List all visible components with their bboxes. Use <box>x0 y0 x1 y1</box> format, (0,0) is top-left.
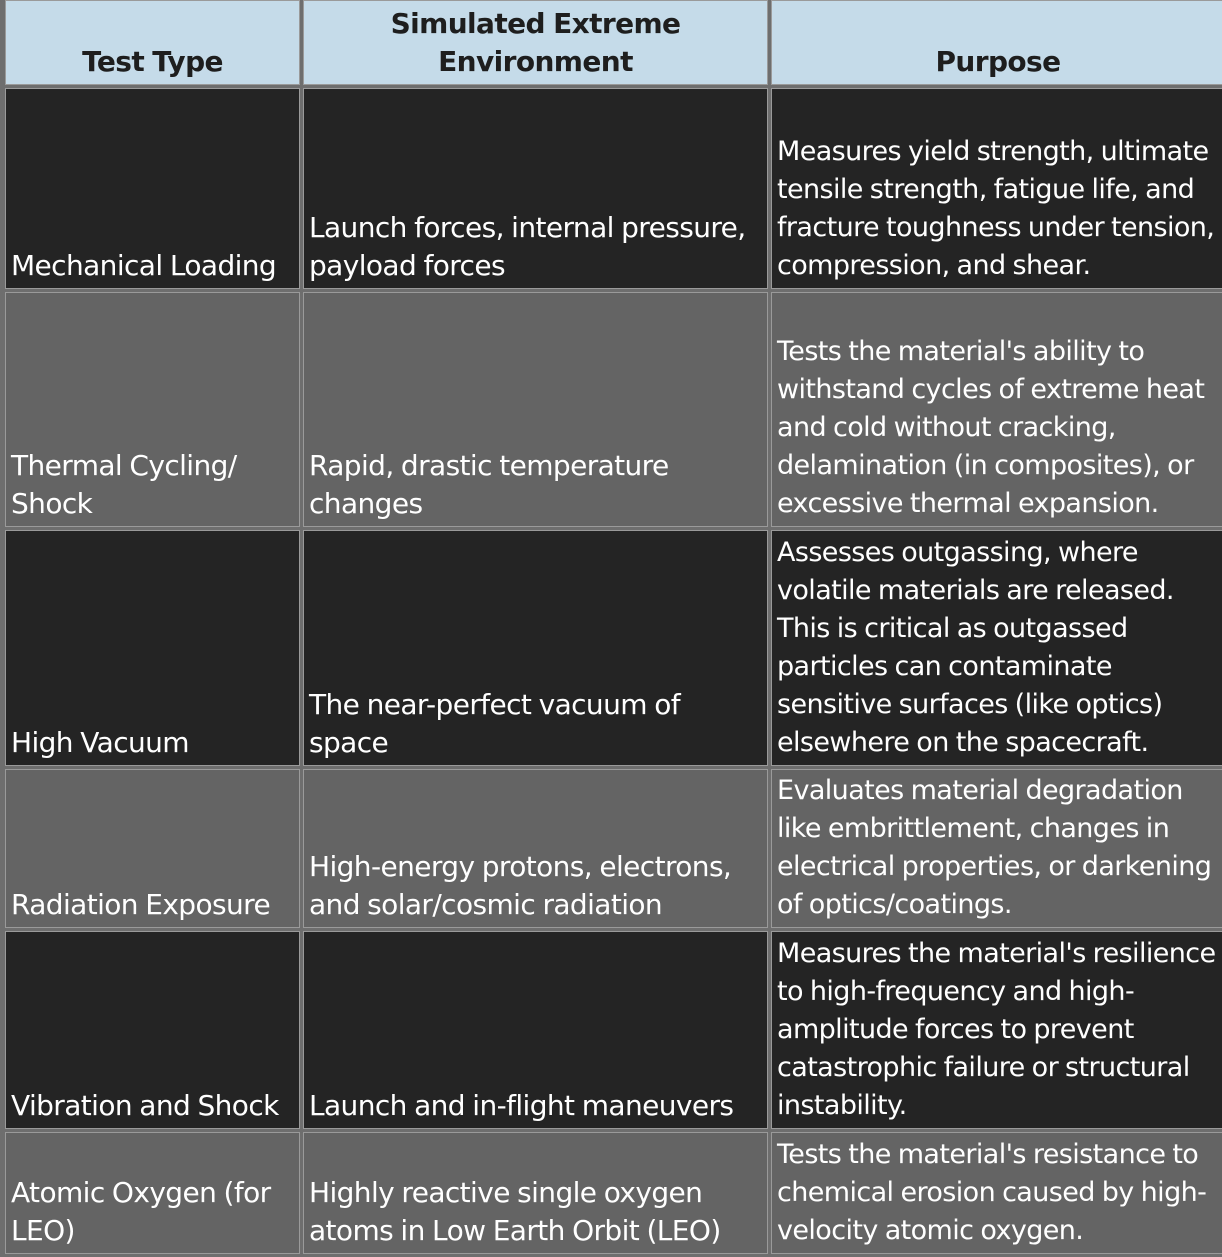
purpose-cell: Assesses outgassing, where volatile materials are released. This is critical as outgassed particles can contaminate sensitive surfaces (like optics) elsewhere on the spacecraft. <box>771 530 1222 766</box>
header-environment: Simulated Extreme Environment <box>303 0 768 85</box>
header-row <box>5 0 1222 85</box>
purpose-cell: Evaluates material degradation like embrittlement, changes in electrical properties, or darkening of optics/coatings. <box>771 769 1222 928</box>
purpose-cell: Measures yield strength, ultimate tensile strength, fatigue life, and fracture toughness under tension, compression, and shear. <box>771 88 1222 289</box>
environment-cell: The near-perfect vacuum of space <box>303 530 768 766</box>
header-purpose: Purpose <box>771 0 1222 85</box>
table-row <box>5 769 1222 928</box>
purpose-cell: Measures the material's resilience to high-frequency and high-amplitude forces to prevent catastrophic failure or structural instability. <box>771 931 1222 1129</box>
purpose-cell: Tests the material's resistance to chemical erosion caused by high-velocity atomic oxygen. <box>771 1132 1222 1254</box>
environment-cell: Launch and in-flight maneuvers <box>303 931 768 1129</box>
test-type-cell: High Vacuum <box>5 530 300 766</box>
environment-cell: High-energy protons, electrons, and solar/cosmic radiation <box>303 769 768 928</box>
environment-cell: Highly reactive single oxygen atoms in Low Earth Orbit (LEO) <box>303 1132 768 1254</box>
table-row <box>5 1132 1222 1254</box>
test-type-cell: Radiation Exposure <box>5 769 300 928</box>
purpose-cell: Tests the material's ability to withstand cycles of extreme heat and cold without cracking, delamination (in composites), or excessive thermal expansion. <box>771 292 1222 527</box>
table-row <box>5 292 1222 527</box>
test-type-cell: Vibration and Shock <box>5 931 300 1129</box>
environment-cell: Rapid, drastic temperature changes <box>303 292 768 527</box>
table-row <box>5 530 1222 766</box>
table-row <box>5 88 1222 289</box>
test-type-cell: Mechanical Loading <box>5 88 300 289</box>
test-type-cell: Thermal Cycling/ Shock <box>5 292 300 527</box>
test-table <box>2 0 1222 1257</box>
table-row <box>5 931 1222 1129</box>
test-type-cell: Atomic Oxygen (for LEO) <box>5 1132 300 1254</box>
header-test-type: Test Type <box>5 0 300 85</box>
environment-cell: Launch forces, internal pressure, payload forces <box>303 88 768 289</box>
